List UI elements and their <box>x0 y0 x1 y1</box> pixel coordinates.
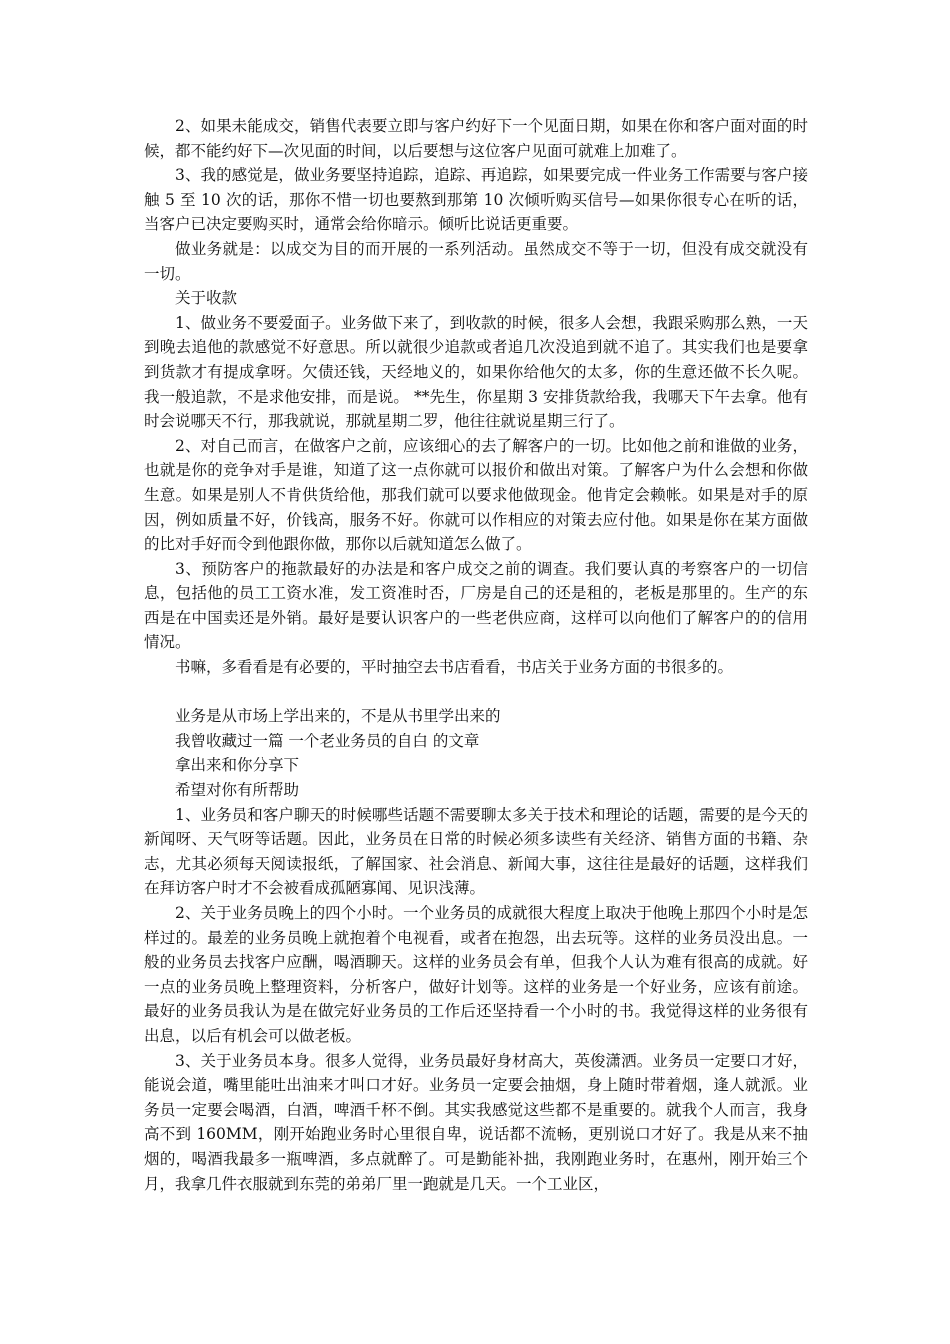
paragraph: 拿出来和你分享下 <box>175 756 300 775</box>
paragraph: 3、关于业务员本身。很多人觉得，业务员最好身材高大，英俊潇洒。业务员一定要口才好，能说会道，嘴里能吐出油来才叫口才好。业务员一定要会抽烟，身上随时带着烟，逢人就派。业务员一定要会喝酒，白酒，啤酒千杯不倒。其实我感觉这些都不是重要的。就我个人而言，我身高不到 160MM，刚开始跑业务时心里很自卑，说话都不流畅，更别说口才好了。我是从来不抽烟的，喝酒我最多一瓶啤酒，多点就醉了。可是勤能补拙，我刚跑业务时，在惠州，刚开始三个月，我拿几件衣服就到东莞的弟弟厂里一跑就是几天。一个工业区， <box>144 1051 808 1193</box>
paragraph: 希望对你有所帮助 <box>175 781 300 800</box>
paragraph: 书嘛，多看看是有必要的，平时抽空去书店看看，书店关于业务方面的书很多的。 <box>175 658 734 677</box>
paragraph: 3、预防客户的拖款最好的办法是和客户成交之前的调查。我们要认真的考察客户的一切信息，包括他的员工工资水准，发工资准时否，厂房是自己的还是租的，老板是那里的。生产的东西是在中国卖还是外销。最好是要认识客户的一些老供应商，这样可以向他们了解客户的的信用情况。 <box>144 559 808 652</box>
paragraph: 2、关于业务员晚上的四个小时。一个业务员的成就很大程度上取决于他晚上那四个小时是怎样过的。最差的业务员晚上就抱着个电视看，或者在抱怨，出去玩等。这样的业务员没出息。一般的业务员去找客户应酬，喝酒聊天。这样的业务员会有单，但我个人认为难有很高的成就。好一点的业务员晚上整理资料，分析客户，做好计划等。这样的业务是一个好业务，应该有前途。最好的业务员我认为是在做完好业务员的工作后还坚持看一个小时的书。我觉得这样的业务很有出息，以后有机会可以做老板。 <box>144 904 808 1045</box>
paragraph: 1、业务员和客户聊天的时候哪些话题不需要聊太多关于技术和理论的话题，需要的是今天的新闻呀、天气呀等话题。因此，业务员在日常的时候必须多读些有关经济、销售方面的书籍、杂志，尤其必须每天阅读报纸，了解国家、社会消息、新闻大事，这往往是最好的话题，这样我们在拜访客户时才不会被看成孤陋寡闻、见识浅薄。 <box>144 805 808 898</box>
paragraph: 3、我的感觉是，做业务要坚持追踪，追踪、再追踪，如果要完成一件业务工作需要与客户接触 5 至 10 次的话，那你不惜一切也要熬到那第 10 次倾听购买信号—如果你很专心在听的话，当客户已决定要购买时，通常会给你暗示。倾听比说话更重要。 <box>144 166 808 234</box>
blank-line <box>144 680 808 705</box>
paragraph: 做业务就是：以成交为目的而开展的一系列活动。虽然成交不等于一切，但没有成交就没有一切。 <box>144 239 808 283</box>
paragraph: 我曾收藏过一篇 一个老业务员的自白 的文章 <box>175 731 480 750</box>
paragraph: 业务是从市场上学出来的，不是从书里学出来的 <box>175 707 501 726</box>
section-heading: 关于收款 <box>175 289 238 308</box>
paragraph: 1、做业务不要爱面子。业务做下来了，到收款的时候，很多人会想，我跟采购那么熟，一天到晚去追他的款感觉不好意思。所以就很少追款或者追几次没追到就不追了。其实我们也是要拿到货款才有提成拿呀。欠债还钱，天经地义的，如果你给他欠的太多，你的生意还做不长久呢。我一般追款，不是求他安排，而是说。 **先生，你星期 3 安排货款给我，我哪天下午去拿。他有时会说哪天不行，那我就说，那就星期二罗，他往往就说星期三行了。 <box>144 313 808 431</box>
paragraph: 2、对自己而言，在做客户之前，应该细心的去了解客户的一切。比如他之前和谁做的业务，也就是你的竞争对手是谁，知道了这一点你就可以报价和做出对策。了解客户为什么会想和你做生意。如果是别人不肯供货给他，那我们就可以要求他做现金。他肯定会赖帐。如果是对手的原因，例如质量不好，价钱高，服务不好。你就可以作相应的对策去应付他。如果是你在某方面做的比对手好而令到他跟你做，那你以后就知道怎么做了。 <box>144 436 808 554</box>
paragraph: 2、如果未能成交，销售代表要立即与客户约好下一个见面日期，如果在你和客户面对面的时候，都不能约好下—次见面的时间，以后要想与这位客户见面可就难上加难了。 <box>144 117 808 160</box>
document-body <box>144 114 808 1196</box>
